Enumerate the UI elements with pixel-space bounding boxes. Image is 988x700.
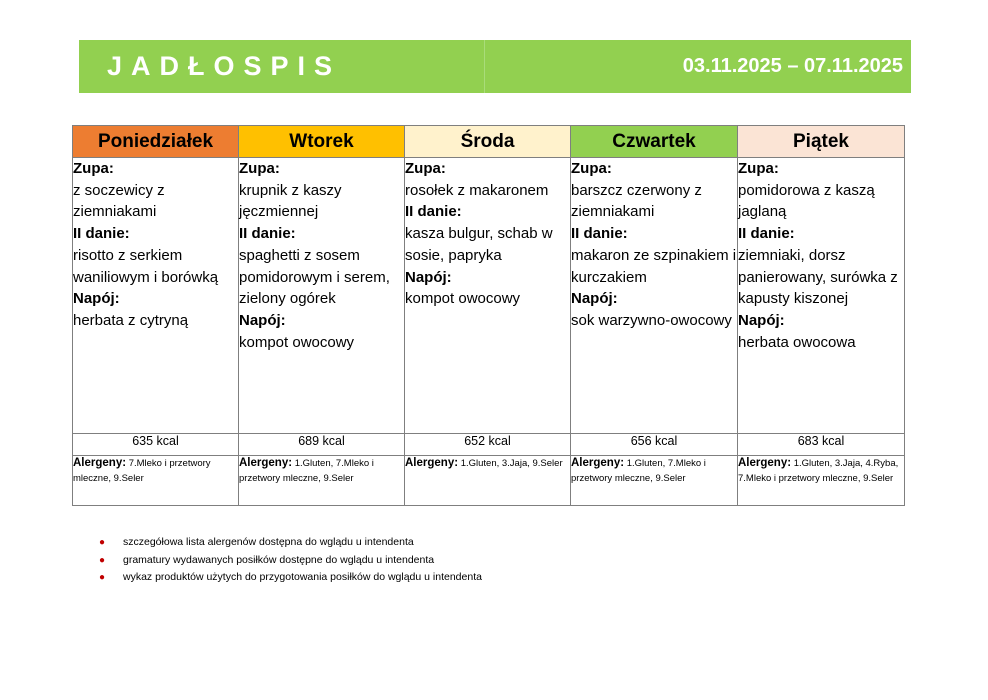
day-header-monday: Poniedziałek [73,126,239,158]
date-range: 03.11.2025 – 07.11.2025 [682,55,903,77]
soup-value: krupnik z kaszy jęczmiennej [239,181,342,221]
allergens-friday [738,456,905,506]
soup-label: Zupa: [738,160,779,177]
kcal-friday: 683 kcal [738,434,905,456]
list-item [99,569,482,587]
dishes-thursday [571,158,738,434]
header-divider [484,40,485,93]
drink-label: Napój: [239,311,286,329]
drink-value: sok warzywno-owocowy [571,311,732,329]
soup-label: Zupa: [73,160,114,177]
main-label: II danie: [73,225,130,243]
notes-list [99,534,482,587]
soup-value: pomidorowa z kaszą jaglaną [738,181,875,221]
allergens-row [73,456,905,506]
main-label: II danie: [738,225,795,243]
list-item [99,534,482,552]
kcal-monday: 635 kcal [73,434,239,456]
dishes-monday [73,158,239,434]
page-title: JADŁOSPIS [107,51,342,81]
drink-label: Napój: [738,311,785,329]
drink-value: herbata owocowa [738,333,856,351]
dishes-row [73,158,905,434]
drink-value: kompot owocowy [405,290,521,308]
allergens-value: 1.Gluten, 3.Jaja, 4.Ryba, 7.Mleko i przetwory mleczne, 9.Seler [738,458,899,484]
main-label: II danie: [571,225,628,243]
allergens-wednesday [405,456,571,506]
header-banner [79,40,911,93]
day-header-row [73,126,905,158]
bullet-icon: ● [99,572,106,583]
allergens-label: Alergeny: [405,457,459,469]
allergens-label: Alergeny: [738,457,792,469]
menu-table [72,125,905,506]
allergens-label: Alergeny: [239,457,293,469]
main-label: II danie: [239,225,296,243]
drink-label: Napój: [73,290,120,308]
day-header-tuesday: Wtorek [239,126,405,158]
soup-label: Zupa: [239,160,280,177]
soup-label: Zupa: [571,160,612,177]
allergens-monday [73,456,239,506]
note-text: szczegółowa lista alergenów dostępna do wglądu u intendenta [123,536,414,548]
drink-value: kompot owocowy [239,333,355,351]
allergens-value: 1.Gluten, 7.Mleko i przetwory mleczne, 9.Seler [571,458,706,484]
soup-value: barszcz czerwony z ziemniakami [571,181,702,221]
main-value: spaghetti z sosem pomidorowym i serem, zielony ogórek [239,246,390,308]
kcal-thursday: 656 kcal [571,434,738,456]
kcal-tuesday: 689 kcal [239,434,405,456]
allergens-label: Alergeny: [73,457,127,469]
main-value: kasza bulgur, schab w sosie, papryka [405,225,553,264]
dishes-tuesday [239,158,405,434]
kcal-row [73,434,905,456]
day-header-wednesday: Środa [405,126,571,158]
dishes-wednesday [405,158,571,434]
day-header-thursday: Czwartek [571,126,738,158]
main-label: II danie: [405,203,462,221]
note-text: gramatury wydawanych posiłków dostępne do wglądu u intendenta [123,553,435,566]
allergens-value: 1.Gluten, 3.Jaja, 9.Seler [460,458,563,469]
soup-value: z soczewicy z ziemniakami [73,181,165,221]
main-value: makaron ze szpinakiem i kurczakiem [571,246,737,286]
bullet-icon: ● [99,554,106,566]
allergens-label: Alergeny: [571,457,625,469]
drink-value: herbata z cytryną [73,311,189,329]
list-item [99,552,482,570]
allergens-thursday [571,456,738,506]
dishes-friday [738,158,905,434]
note-text: wykaz produktów użytych do przygotowania posiłków do wglądu u intendenta [123,571,482,583]
soup-value: rosołek z makaronem [405,181,549,199]
soup-label: Zupa: [405,160,446,177]
allergens-value: 7.Mleko i przetwory mleczne, 9.Seler [73,458,211,484]
main-value: risotto z serkiem waniliowym i borówką [73,246,219,286]
bullet-icon: ● [99,537,106,548]
main-value: ziemniaki, dorsz panierowany, surówka z kapusty kiszonej [738,246,898,308]
drink-label: Napój: [571,290,618,308]
day-header-friday: Piątek [738,126,905,158]
drink-label: Napój: [405,268,452,286]
kcal-wednesday: 652 kcal [405,434,571,456]
allergens-tuesday [239,456,405,506]
allergens-value: 1.Gluten, 7.Mleko i przetwory mleczne, 9.Seler [239,458,374,484]
